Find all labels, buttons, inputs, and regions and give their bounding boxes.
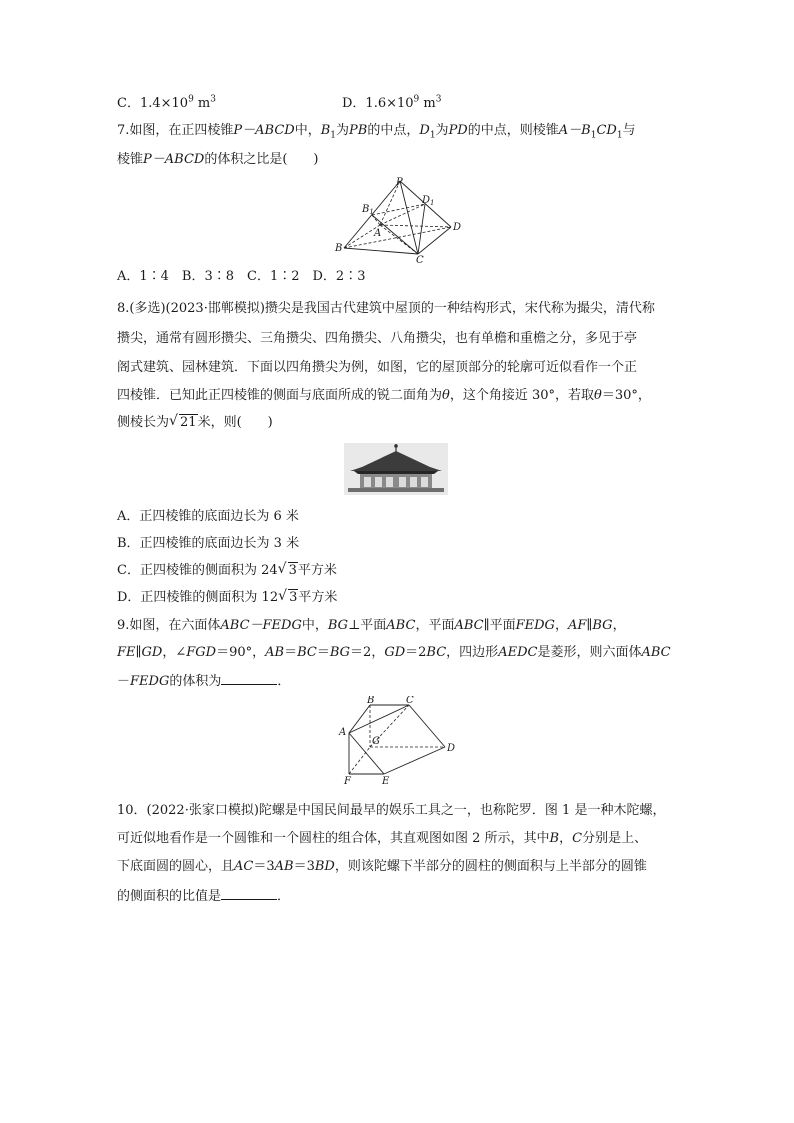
q7-stem-line2: 棱锥P－ABCD的体积之比是( ) (117, 152, 319, 167)
q10-stem-line4: 的侧面积的比值是 ． (117, 885, 290, 907)
q10-stem-line2: 可近似地看作是一个圆锥和一个圆柱的组合体，其直观图如图 2 所示，其中B，C分别是上、 (117, 831, 648, 846)
q9-stem-line2: FE∥GD，∠FGD＝90°，AB＝BC＝BG＝2，GD＝2BC，四边形AEDC是菱形，则六面体ABC (117, 645, 671, 660)
q8-stem-line3: 阁式建筑、园林建筑．下面以四角攒尖为例，如图，它的屋顶部分的轮廓可近似看作一个正 (117, 360, 638, 375)
q8-option-c: C．正四棱锥的侧面积为 24√ 3平方米 (117, 561, 337, 581)
label-g: G (372, 736, 380, 747)
q6-option-c: C．$1.4\times 10^9$ $m^3$ (117, 94, 216, 111)
q8-option-b: B．正四棱锥的底面边长为 3 米 (117, 536, 300, 551)
label-d: D (447, 743, 456, 754)
label-a: A (339, 727, 347, 738)
q7-options: A．1∶4 B．3∶8 C．1∶2 D．2∶3 (117, 269, 366, 284)
q7-stem-line1: 7.如图，在正四棱锥P－ABCD中，$B_1$为PB的中点，$D_1$为PD的中点，则棱锥$A-B_1CD_1$与 (117, 123, 636, 141)
label-f: F (344, 776, 351, 786)
label-a: A (374, 228, 382, 239)
q8-stem-line1: 8.(多选)(2023·邯郸模拟)攒尖是我国古代建筑中屋顶的一种结构形式，宋代称为撮尖，清代称 (117, 301, 655, 316)
label-b: B (335, 243, 343, 254)
label-b: B (367, 696, 375, 706)
label-c: C (416, 255, 424, 265)
q8-option-d: D．正四棱锥的侧面积为 12√ 3平方米 (117, 588, 337, 608)
q10-stem-line3: 下底面圆的圆心，且AC＝3AB＝3BD，则该陀螺下半部分的圆柱的侧面积与上半部分的圆锥 (117, 859, 647, 874)
label-d1: $D_1$ (422, 195, 435, 207)
q10-stem-line1: 10．(2022·张家口模拟)陀螺是中国民间最早的娱乐工具之一，也称陀罗．图 1 是一种木陀螺， (117, 803, 666, 818)
label-b1: $B_1$ (362, 204, 374, 216)
q9-answer-blank[interactable] (221, 670, 277, 685)
q8-stem-line5: 侧棱长为√ 21米，则( ) (117, 413, 273, 433)
label-e: E (382, 776, 390, 786)
q8-stem-line4: 四棱锥．已知此正四棱锥的侧面与底面所成的锐二面角为θ，这个角接近 30°，若取θ＝30°， (117, 388, 651, 403)
q6-option-d: D．$1.6\times 10^9$ $m^3$ (342, 94, 442, 111)
pavilion-photo (344, 443, 448, 495)
label-p: P (396, 177, 403, 188)
q10-answer-blank[interactable] (221, 885, 277, 900)
label-c: C (406, 696, 414, 706)
q9-stem-line1: 9.如图，在六面体ABC－FEDG中，BG⊥平面ABC，平面ABC∥平面FEDG，AF∥BG， (117, 618, 626, 633)
q9-stem-line3: －FEDG的体积为 ． (117, 670, 290, 692)
q7-pyramid-figure (330, 175, 465, 265)
label-d: D (453, 222, 462, 233)
q9-hexahedron-figure (332, 696, 462, 786)
q8-stem-line2: 攒尖，通常有圆形攒尖、三角攒尖、四角攒尖、八角攒尖，也有单檐和重檐之分，多见于亭 (117, 331, 638, 346)
q6-options (117, 94, 442, 114)
q8-option-a: A．正四棱锥的底面边长为 6 米 (117, 509, 299, 524)
